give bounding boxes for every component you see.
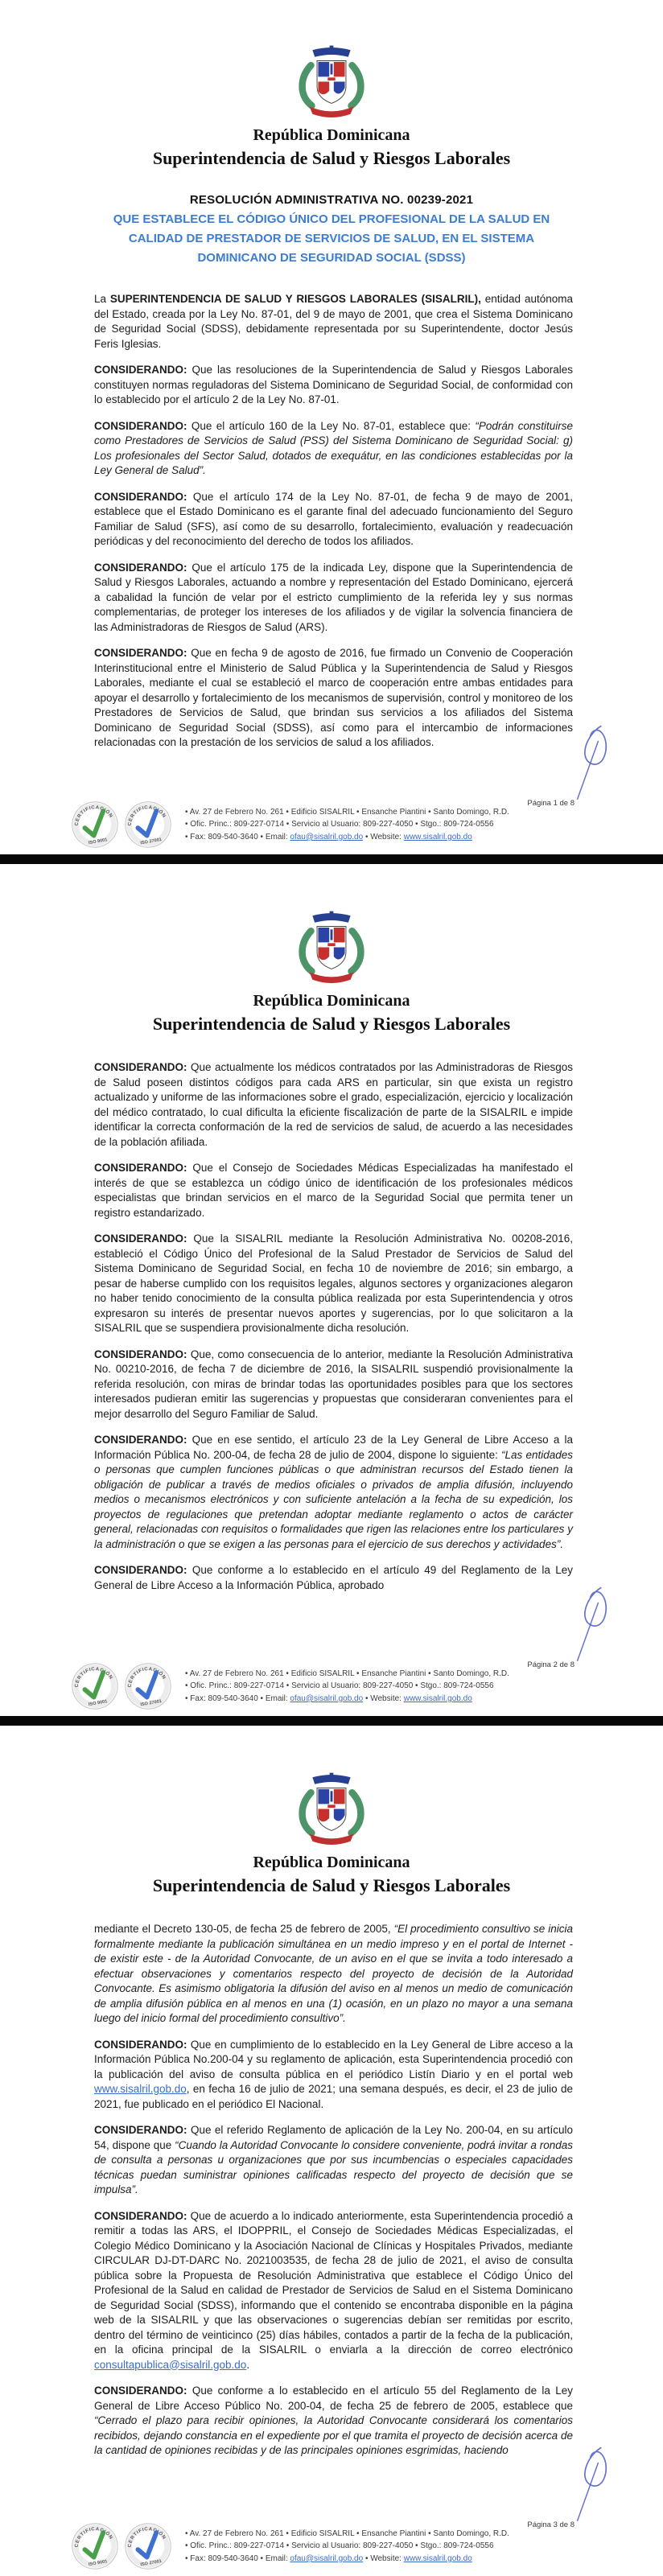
text-segment: CONSIDERANDO:: [94, 1162, 193, 1174]
page-header: [0, 0, 663, 169]
inline-link[interactable]: www.sisalril.gob.do: [403, 1693, 472, 1703]
text-segment: CONSIDERANDO:: [94, 1232, 194, 1245]
text-segment: Que el artículo 174 de la Ley No. 87-01, de fecha 9 de mayo de 2001, establece que el Estado Dominicano es el garante final del adecuado funcionamiento del Seguro Familiar de Salud (SFS), así como de su desarrollo, fortalecimiento, evaluación y readecuación periódicas y del reconocimiento del derecho de todos los afiliados.: [94, 490, 573, 547]
paragraph: [94, 561, 573, 636]
paragraph: [94, 490, 573, 549]
svg-text:CERTIFICACIÓN: CERTIFICACIÓN: [127, 1667, 167, 1688]
inline-link[interactable]: consultapublica@sisalril.gob.do: [94, 2358, 247, 2371]
paragraph: [94, 1348, 573, 1422]
text-segment: CONSIDERANDO:: [94, 2124, 191, 2136]
footer-contact-line: [185, 1680, 509, 1693]
text-segment: • Fax: 809-540-3640 • Email:: [185, 832, 290, 842]
text-segment: Que, como consecuencia de lo anterior, mediante la Resolución Administrativa No. 00210-2016, de fecha 7 de diciembre de 2016, la SISALRIL suspendió provisionalmente la referida resolución, con miras de brindar todas las oportunidades posibles para que los sectores interesados pudieran emitir las sugerencias y propuestas que consideraran convenientes para el mejor desarrollo del Seguro Familiar de Salud.: [94, 1348, 573, 1420]
text-segment: • Website:: [363, 832, 404, 842]
paragraph: [94, 2384, 573, 2459]
text-segment: Que el artículo 175 de la indicada Ley, dispone que la Superintendencia de Salud y Riesgos Laborales, actuando a nombre y representación del Estado Dominicano, ejercerá a cabalidad la función de velar por el estricto cumplimiento de la referida ley y sus normas complementarias, de proteger los intereses de los afiliados y de vigilar la solvencia financiera de las Administradoras de Riesgos de Salud (ARS).: [94, 561, 573, 633]
text-segment: “Podrán constituirse como Prestadores de Servicios de Salud (PSS) del Sistema Dominicano de Seguridad Social: g) Los profesionales del Sector Salud, dotados de exequátur, en las condiciones establecidas por la Ley General de Salud”.: [94, 419, 573, 476]
institution-name: Superintendencia de Salud y Riesgos Laborales: [152, 1014, 511, 1034]
text-segment: • Fax: 809-540-3640 • Email:: [185, 2553, 290, 2563]
text-segment: • Ofic. Princ.: 809-227-0714 • Servicio al Usuario: 809-227-4050 • Stgo.: 809-724-0556: [185, 1681, 494, 1691]
text-segment: • Av. 27 de Febrero No. 261 • Edificio SISALRIL • Ensanche Piantini • Santo Domingo, R.D.: [185, 1669, 509, 1678]
svg-text:ISO 9001: ISO 9001: [88, 837, 108, 846]
text-segment: CONSIDERANDO:: [94, 2038, 191, 2051]
coat-of-arms-icon: [290, 1771, 373, 1848]
paragraph: [94, 1922, 573, 2027]
text-segment: “Cerrado el plazo para recibir opiniones, la Autoridad Convocante considerará los comentarios recibidos, dejando constancia en el expediente por el que tramita el proyecto de decisión acerca de la cantidad de opiniones recibidas y de las principales opiniones esgrimidas, haciendo: [94, 2414, 573, 2456]
certification-seals: [71, 2522, 172, 2570]
svg-text:CERTIFICACIÓN: CERTIFICACIÓN: [74, 2527, 113, 2548]
text-segment: Que conforme a lo establecido en el artículo 49 del Reglamento de la Ley General de Libre Acceso a la Información Pública, aprobado: [94, 1564, 573, 1591]
page-1: [0, 0, 663, 854]
country-name: República Dominicana: [253, 1854, 410, 1871]
text-segment: • Ofic. Princ.: 809-227-0714 • Servicio al Usuario: 809-227-4050 • Stgo.: 809-724-0556: [185, 2541, 494, 2551]
text-segment: Que en fecha 9 de agosto de 2016, fue firmado un Convenio de Cooperación Interinstitucional entre el Ministerio de Salud Pública y la Superintendencia de Salud y Riesgos Laborales, mediante el cual se estableció el marco de cooperación entre ambas entidades para apoyar el desarrollo y fortalecimiento de los mecanismos de supervisión, control y monitoreo de los Prestadores de Servicios de Salud, que brindan sus servicios a los afiliados del Sistema Dominicano de Seguridad Social (SDSS), así como para el intercambio de informaciones relacionadas con la prestación de los servicios de salud a los afiliados.: [94, 647, 573, 748]
paragraph: [94, 2123, 573, 2198]
institution-name: Superintendencia de Salud y Riesgos Laborales: [152, 148, 511, 168]
text-segment: CONSIDERANDO:: [94, 419, 191, 432]
coat-of-arms-icon: [290, 43, 373, 121]
iso9001-seal-icon: [67, 1658, 123, 1714]
text-segment: Que en ese sentido, el artículo 23 de la Ley General de Libre Acceso a la Información Pública No. 200-04, de fecha 28 de julio de 2004, dispone lo siguiente:: [94, 1434, 573, 1461]
paragraph: [94, 419, 573, 479]
page-body: [94, 1922, 573, 2459]
footer-contact-line: [185, 1668, 509, 1681]
text-segment: , en fecha 16 de julio de 2021; una semana después, es decir, el 23 de julio de 2021, fue publicado en el periódico El Nacional.: [94, 2083, 573, 2110]
svg-text:CERTIFICACIÓN: CERTIFICACIÓN: [74, 805, 113, 826]
text-segment: CONSIDERANDO:: [94, 1434, 192, 1446]
page-separator: [0, 1716, 663, 1726]
svg-text:ISO 27001: ISO 27001: [140, 837, 163, 846]
text-segment: Que el referido Reglamento de aplicación de la Ley No. 200-04, en su artículo 54, dispone que: [94, 2124, 573, 2151]
footer-contact-line: [185, 818, 509, 831]
text-segment: CONSIDERANDO:: [94, 364, 192, 376]
text-segment: CONSIDERANDO:: [94, 1061, 191, 1073]
page-header: [0, 1726, 663, 1896]
text-segment: CONSIDERANDO:: [94, 1564, 192, 1576]
iso9001-seal-icon: [67, 796, 123, 853]
footer-contact-line: [185, 2528, 509, 2541]
text-segment: “Cuando la Autoridad Convocante lo considere conveniente, podrá invitar a rondas de consulta a personas u organizaciones que por sus incumbencias o especiales capacidades técnicas puedan suministrar opiniones calificadas respecto del proyecto de decisión que se impulsa”.: [94, 2138, 573, 2195]
paragraph: [94, 292, 573, 352]
footer-contact-line: [185, 831, 509, 844]
svg-text:CERTIFICACIÓN: CERTIFICACIÓN: [127, 2527, 167, 2548]
iso27001-seal-icon: [120, 796, 176, 853]
signature-mark-icon: [571, 2442, 616, 2526]
text-segment: Que el Consejo de Sociedades Médicas Especializadas ha manifestado el interés de que se establezca un código único de identificación de los profesionales médicos especialistas que brindan servicios en el marco de la Seguridad Social que permita tener un registro estandarizado.: [94, 1162, 573, 1219]
page-number-label: Página 1 de 8: [527, 799, 574, 808]
svg-text:ISO 9001: ISO 9001: [88, 2559, 108, 2568]
text-segment: CONSIDERANDO:: [94, 490, 193, 503]
paragraph: [94, 1161, 573, 1220]
page-body: [94, 1060, 573, 1593]
paragraph: [94, 2038, 573, 2113]
text-segment: Que actualmente los médicos contratados por las Administradoras de Riesgos de Salud poseen distintos códigos para cada ARS en particular, sin que exista un registro actualizado y uniforme de las informaciones sobre el grado, especialización, ejercicio y localización del médico contratado, lo cual dificulta la eficiente fiscalización de parte de la SISALRIL e impide identificar la correcta conformación de la red de servicios de salud, de acuerdo a las necesidades de la población afiliada.: [94, 1061, 573, 1148]
text-segment: Que en cumplimiento de lo establecido en la Ley General de Libre acceso a la Información Pública No.200-04 y su reglamento de aplicación, esta Superintendencia procedió con la publicación del aviso de consulta pública en el periódico Listín Diario y en el portal web: [94, 2038, 573, 2080]
certification-seals: [71, 1662, 172, 1710]
svg-text:ISO 9001: ISO 9001: [88, 1699, 108, 1708]
resolution-subject: QUE ESTABLECE EL CÓDIGO ÚNICO DEL PROFESIONAL DE LA SALUD EN CALIDAD DE PRESTADOR DE SERVICIOS DE SALUD, EN EL SISTEMA DOMINICANO DE SEGURIDAD SOCIAL (SDSS): [113, 212, 550, 265]
text-segment: • Website:: [363, 1693, 404, 1703]
page-number-label: Página 2 de 8: [527, 1660, 574, 1669]
text-segment: • Fax: 809-540-3640 • Email:: [185, 1693, 290, 1703]
text-segment: SUPERINTENDENCIA DE SALUD Y RIESGOS LABORALES (SISALRIL),: [109, 293, 481, 305]
country-name: República Dominicana: [253, 992, 410, 1010]
iso27001-seal-icon: [120, 1658, 176, 1714]
inline-link[interactable]: ofau@sisalril.gob.do: [290, 832, 364, 842]
text-segment: CONSIDERANDO:: [94, 647, 191, 659]
resolution-title-block: [0, 193, 663, 268]
svg-text:CERTIFICACIÓN: CERTIFICACIÓN: [74, 1667, 113, 1688]
paragraph: [94, 1433, 573, 1552]
page-header: [0, 864, 663, 1035]
paragraph: [94, 1563, 573, 1593]
iso9001-seal-icon: [67, 2518, 123, 2574]
text-segment: entidad autónoma del Estado, creada por la Ley No. 87-01, del 9 de mayo de 2001, que crea el Sistema Dominicano de Seguridad Social (SDSS), debidamente representada por su Superintendente, doctor Jesús Feris Iglesias.: [94, 293, 573, 350]
inline-link[interactable]: ofau@sisalril.gob.do: [290, 2553, 364, 2563]
page-footer: [71, 2522, 509, 2570]
text-segment: Que las resoluciones de la Superintendencia de Salud y Riesgos Laborales constituyen normas reguladoras del Sistema Dominicano de Seguridad Social, de conformidad con lo establecido por el artículo 2 de la Ley No. 87-01.: [94, 364, 573, 405]
text-segment: CONSIDERANDO:: [94, 2385, 192, 2397]
text-segment: • Website:: [363, 2553, 404, 2563]
footer-contact-block: [185, 2528, 509, 2566]
signature-mark-icon: [571, 721, 616, 804]
text-segment: • Av. 27 de Febrero No. 261 • Edificio SISALRIL • Ensanche Piantini • Santo Domingo, R.D.: [185, 2529, 509, 2538]
footer-contact-block: [185, 1668, 509, 1706]
page-2: [0, 864, 663, 1716]
country-name: República Dominicana: [253, 126, 410, 144]
footer-contact-block: [185, 806, 509, 844]
page-number-label: Página 3 de 8: [527, 2520, 574, 2529]
resolution-number: RESOLUCIÓN ADMINISTRATIVA NO. 00239-2021: [189, 193, 474, 207]
page-3: [0, 1726, 663, 2576]
inline-link[interactable]: www.sisalril.gob.do: [94, 2083, 187, 2095]
inline-link[interactable]: www.sisalril.gob.do: [403, 2553, 472, 2563]
text-segment: La: [94, 293, 110, 305]
svg-text:CERTIFICACIÓN: CERTIFICACIÓN: [127, 805, 167, 826]
inline-link[interactable]: www.sisalril.gob.do: [403, 832, 472, 842]
text-segment: Que de acuerdo a lo indicado anteriormente, esta Superintendencia procedió a remitir a todas las ARS, el IDOPPRIL, el Consejo de Sociedades Médicas Especializadas, el Colegio Médico Dominicano y la Asociación Nacional de Clínicas y Hospitales Privados, mediante CIRCULAR DJ-DT-DARC No. 2021003535, de fecha 28 de julio de 2021, el aviso de consulta pública sobre la Propuesta de Resolución Administrativa que establece el Código Único del Profesional de la Salud en calidad de Prestador de Servicios de Salud en el Sistema Dominicano de Seguridad Social (SDSS), informando que el contenido se encontraba disponible en la página web de la SISALRIL y que las observaciones o sugerencias debían ser remitidas por escrito, dentro del término de veinticinco (25) días hábiles, contados a partir de la fecha de la publicación, en la oficina principal de la SISALRIL o enviarla a la dirección de correo electrónico: [94, 2209, 573, 2356]
text-segment: Que el artículo 160 de la Ley No. 87-01, establece que:: [191, 419, 476, 432]
text-segment: CONSIDERANDO:: [94, 1348, 191, 1360]
paragraph: [94, 2209, 573, 2373]
footer-contact-line: [185, 806, 509, 819]
footer-contact-line: [185, 2553, 509, 2566]
text-segment: “El procedimiento consultivo se inicia formalmente mediante la publicación simultánea en un medio impreso y en el portal de Internet - de existir este - de la Autoridad Convocante, de un aviso en el que se invita a todo interesado a efectuar observaciones y comentarios respecto del proyecto de decisión de la Autoridad Convocante. Es asimismo obligatoria la difusión del aviso en al menos un medio de comunicación de amplia difusión pública en al menos en una (1) ocasión, en un plazo no mayor a una semana luego del inicio formal del procedimiento consultivo”.: [94, 1923, 573, 2024]
signature-mark-icon: [571, 1582, 616, 1666]
paragraph: [94, 1232, 573, 1336]
institution-name: Superintendencia de Salud y Riesgos Laborales: [152, 1875, 511, 1895]
certification-seals: [71, 800, 172, 849]
text-segment: • Ofic. Princ.: 809-227-0714 • Servicio al Usuario: 809-227-4050 • Stgo.: 809-724-0556: [185, 820, 494, 829]
page-footer: [71, 800, 509, 849]
text-segment: mediante el Decreto 130-05, de fecha 25 de febrero de 2005,: [94, 1923, 394, 1935]
svg-text:ISO 27001: ISO 27001: [140, 2558, 163, 2568]
text-segment: .: [246, 2358, 250, 2371]
coat-of-arms-icon: [290, 909, 373, 986]
text-segment: • Av. 27 de Febrero No. 261 • Edificio SISALRIL • Ensanche Piantini • Santo Domingo, R.D.: [185, 807, 509, 817]
paragraph: [94, 646, 573, 751]
text-segment: Que conforme a lo establecido en el artículo 55 del Reglamento de la Ley General de Libre Acceso Público No. 200-04, de fecha 25 de febrero de 2005, establece que: [94, 2385, 573, 2412]
text-segment: “Las entidades o personas que cumplen funciones públicas o que administran recursos del Estado tienen la obligación de publicar a través de medios oficiales o privados de amplia difusión, incluyendo medios o mecanismos electrónicos y con suficiente antelación a la fecha de su expedición, los proyectos de regulaciones que pretendan adoptar mediante reglamento o actos de carácter general, relacionadas con requisitos o formalidades que rigen las relaciones entre los particulares y la administración o que se exigen a las personas para el ejercicio de sus derechos y actividades”.: [94, 1448, 573, 1550]
footer-contact-line: [185, 2540, 509, 2553]
paragraph: [94, 363, 573, 408]
page-body: [94, 292, 573, 751]
page-footer: [71, 1662, 509, 1710]
iso27001-seal-icon: [120, 2518, 176, 2574]
paragraph: [94, 1060, 573, 1150]
svg-text:ISO 27001: ISO 27001: [140, 1698, 163, 1708]
page-separator: [0, 854, 663, 864]
inline-link[interactable]: ofau@sisalril.gob.do: [290, 1693, 364, 1703]
text-segment: CONSIDERANDO:: [94, 561, 192, 574]
text-segment: CONSIDERANDO:: [94, 2209, 191, 2222]
text-segment: Que la SISALRIL mediante la Resolución Administrativa No. 00208-2016, estableció el Código Único del Profesional de la Salud Prestador de Servicios de Salud del Sistema Dominicano de Seguridad Social, en fecha 10 de noviembre de 2016; sin embargo, a pesar de haberse cumplido con los requisitos legales, algunos sectores y organizaciones alegaron no haber tenido conocimiento de la consulta pública realizada por esta Superintendencia y otros expresaron su interés de presentar nuevos aportes y sugerencias, por lo que solicitaron a la SISALRIL que se suspendiera provisionalmente dicha resolución.: [94, 1232, 573, 1334]
footer-contact-line: [185, 1693, 509, 1706]
